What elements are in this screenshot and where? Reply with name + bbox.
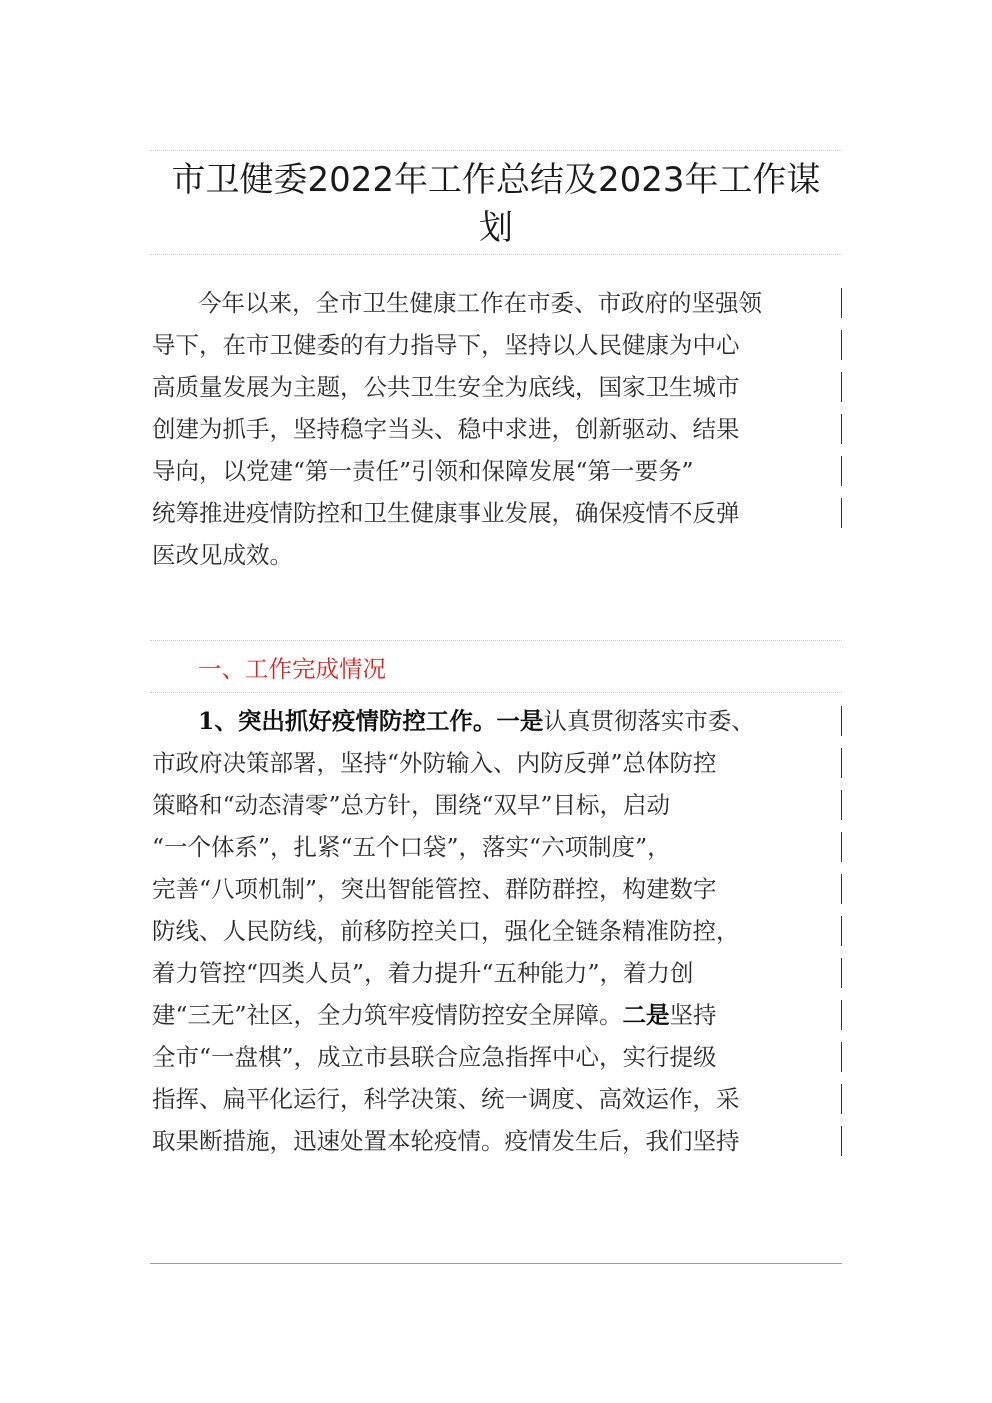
item1-line8-text: 建“三无”社区，全力筑牢疫情防控安全屏障。 — [152, 1001, 623, 1029]
intro-line: 导下，在市卫健委的有力指导下，坚持以人民健康为中心 — [152, 324, 842, 366]
intro-paragraph — [152, 282, 842, 576]
intro-line: 今年以来，全市卫生健康工作在市委、市政府的坚强领 — [152, 282, 842, 324]
item1-first-rest: 认真贯彻落实市委、 — [543, 707, 755, 735]
item1-line: 完善“八项机制”，突出智能管控、群防群控，构建数字 — [152, 868, 842, 910]
intro-line: 医改见成效。 — [152, 541, 293, 569]
title-line-1: 市卫健委2022年工作总结及2023年工作谋 — [171, 160, 821, 200]
item1-paragraph — [152, 700, 842, 1162]
title-top-rule — [150, 150, 842, 151]
title-bottom-rule — [150, 254, 842, 255]
title-line-2: 划 — [479, 208, 513, 248]
item1-line: 防线、人民防线，前移防控关口，强化全链条精准防控， — [152, 910, 842, 952]
item1-bold-label: 1、突出抓好疫情防控工作。一是 — [198, 707, 544, 735]
intro-line: 创建为抓手，坚持稳字当头、稳中求进，创新驱动、结果 — [152, 408, 842, 450]
item1-line8-end: 坚持 — [669, 1001, 717, 1029]
item1-line: 着力管控“四类人员”，着力提升“五种能力”，着力创 — [152, 952, 842, 994]
intro-line: 导向，以党建“第一责任”引领和保障发展“第一要务” — [152, 450, 842, 492]
section-heading: 一、工作完成情况 — [198, 655, 386, 683]
item1-first-line — [152, 700, 842, 742]
item1-line: 取果断措施，迅速处置本轮疫情。疫情发生后，我们坚持 — [152, 1120, 842, 1162]
page-bottom-rule — [150, 1263, 842, 1264]
item1-line8-bold: 二是 — [622, 1001, 670, 1029]
document-title — [150, 156, 842, 252]
intro-line: 高质量发展为主题，公共卫生安全为底线，国家卫生城市 — [152, 366, 842, 408]
item1-line: 全市“一盘棋”，成立市县联合应急指挥中心，实行提级 — [152, 1036, 842, 1078]
item1-line: 市政府决策部署，坚持“外防输入、内防反弹”总体防控 — [152, 742, 842, 784]
intro-line: 统筹推进疫情防控和卫生健康事业发展，确保疫情不反弹 — [152, 492, 842, 534]
item1-line: “一个体系”，扎紧“五个口袋”，落实“六项制度”， — [152, 826, 842, 868]
item1-line-8 — [152, 994, 842, 1036]
item1-line: 策略和“动态清零”总方针，围绕“双早”目标，启动 — [152, 784, 842, 826]
section-top-rule — [150, 640, 842, 641]
item1-line: 指挥、扁平化运行，科学决策、统一调度、高效运作，采 — [152, 1078, 842, 1120]
section-bottom-rule — [150, 692, 842, 693]
